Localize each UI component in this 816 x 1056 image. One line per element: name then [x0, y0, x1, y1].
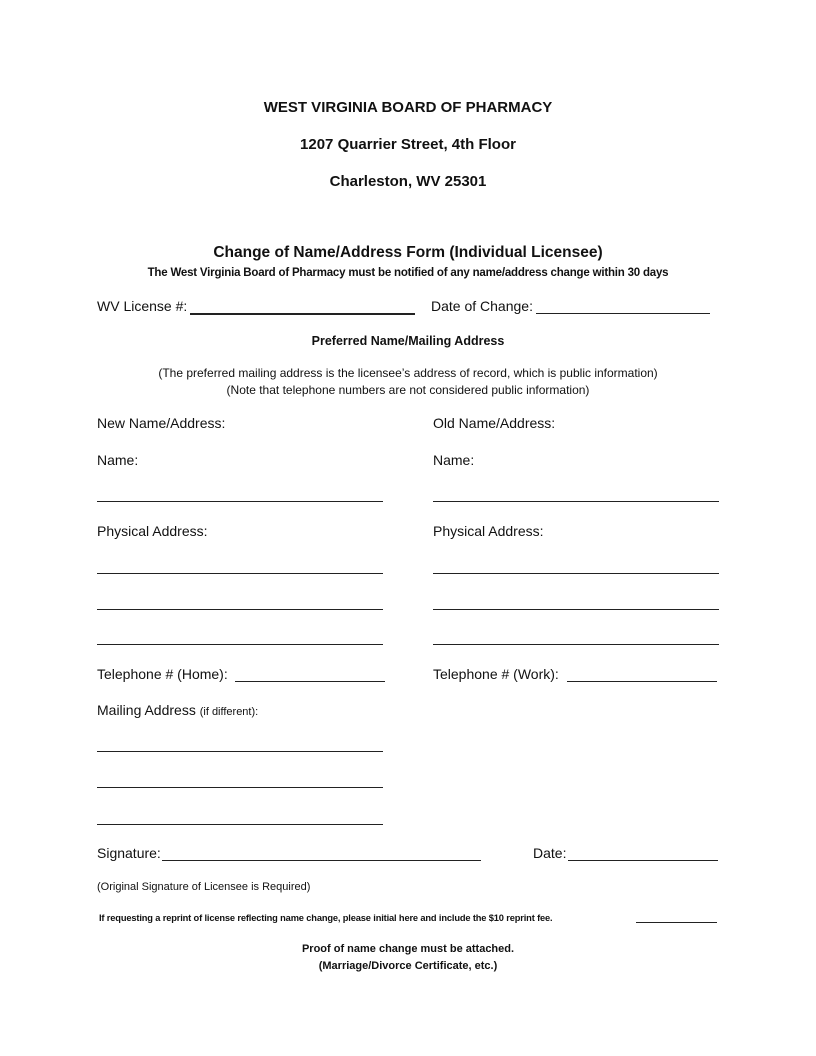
license-label: WV License #: — [97, 298, 188, 314]
tel-work-field[interactable] — [567, 681, 717, 682]
new-address-line-2[interactable] — [97, 609, 383, 610]
reprint-initial-field[interactable] — [636, 922, 717, 923]
form-subtitle: The West Virginia Board of Pharmacy must be notified of any name/address change within 30 days — [147, 267, 669, 279]
org-name: WEST VIRGINIA BOARD OF PHARMACY — [263, 99, 553, 116]
date-field[interactable] — [568, 860, 718, 861]
form-title: Change of Name/Address Form (Individual Licensee) — [213, 244, 603, 261]
tel-home-label: Telephone # (Home): — [97, 666, 228, 682]
mailing-line-1[interactable] — [97, 751, 383, 752]
tel-home-field[interactable] — [235, 681, 385, 682]
new-name-label: Name: — [97, 452, 139, 468]
section-title: Preferred Name/Mailing Address — [311, 334, 505, 348]
mailing-note: (if different): — [199, 706, 259, 718]
proof-examples: (Marriage/Divorce Certificate, etc.) — [318, 960, 498, 972]
old-name-label: Name: — [433, 452, 475, 468]
old-address-line-1[interactable] — [433, 573, 719, 574]
new-heading: New Name/Address: — [97, 415, 226, 431]
license-field[interactable] — [190, 313, 415, 315]
mailing-line-3[interactable] — [97, 824, 383, 825]
mailing-label-text: Mailing Address — [97, 702, 196, 718]
new-address-line-1[interactable] — [97, 573, 383, 574]
tel-work-label: Telephone # (Work): — [433, 666, 559, 682]
mailing-line-2[interactable] — [97, 787, 383, 788]
signature-label: Signature: — [97, 845, 161, 861]
signature-note: (Original Signature of Licensee is Required) — [97, 881, 311, 893]
old-address-line-3[interactable] — [433, 644, 719, 645]
new-name-field[interactable] — [97, 501, 383, 502]
proof-note: Proof of name change must be attached. — [301, 943, 515, 955]
public-info-note: (The preferred mailing address is the licensee’s address of record, which is public information) — [158, 366, 658, 380]
old-heading: Old Name/Address: — [433, 415, 556, 431]
new-physical-label: Physical Address: — [97, 523, 208, 539]
date-of-change-field[interactable] — [536, 313, 710, 314]
reprint-text: If requesting a reprint of license reflecting name change, please initial here and include the $10 reprint fee. — [99, 913, 553, 923]
date-label: Date: — [533, 845, 567, 861]
old-physical-label: Physical Address: — [433, 523, 544, 539]
telephone-note: (Note that telephone numbers are not considered public information) — [226, 383, 590, 397]
city-address: Charleston, WV 25301 — [329, 173, 487, 190]
date-of-change-label: Date of Change: — [431, 298, 533, 314]
mailing-label — [97, 701, 258, 721]
street-address: 1207 Quarrier Street, 4th Floor — [300, 136, 516, 153]
old-name-field[interactable] — [433, 501, 719, 502]
old-address-line-2[interactable] — [433, 609, 719, 610]
signature-field[interactable] — [162, 860, 481, 861]
new-address-line-3[interactable] — [97, 644, 383, 645]
